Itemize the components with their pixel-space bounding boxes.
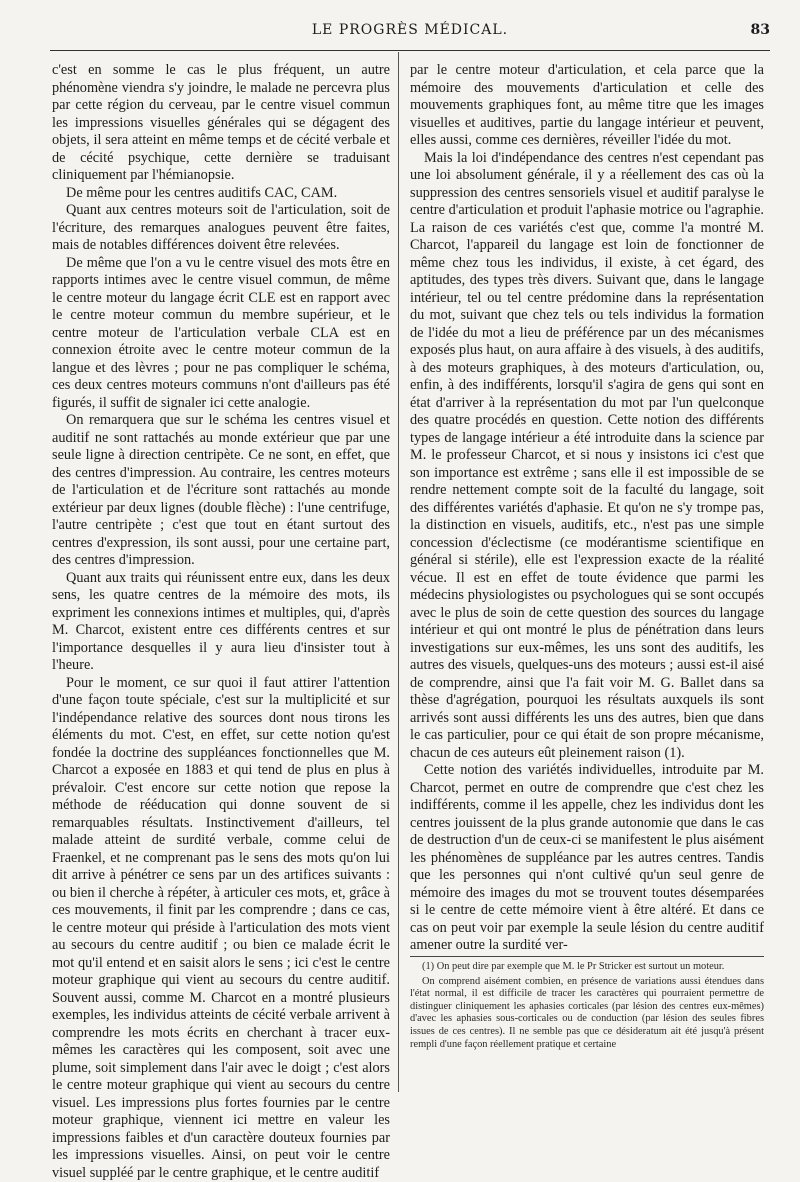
paragraph: c'est en somme le cas le plus fréquent, un autre phénomène viendra s'y joindre, le malade ne percevra plus par cette région du cerveau, par le centre visuel commun les impressions visuelles générales qui se dégagent des objets, il sera atteint en même temps et de cécité verbale et de cécité psychique, cette dernière se traduisant cliniquement par l'hémianopsie. bbox=[52, 62, 390, 185]
paragraph: par le centre moteur d'articulation, et cela parce que la mémoire des mouvements d'articulation et celle des mouvements graphiques font, au même titre que les images visuelles et auditives, partie du langage intérieur et peuvent, elles aussi, comme ces dernières, réveiller l'idée du mot. bbox=[410, 62, 764, 150]
paragraph: Cette notion des variétés individuelles, introduite par M. Charcot, permet en outre de comprendre que c'est chez les indifférents, comme il les appelle, chez les individus dont les centres jouissent de la plus grande autonomie que dans le cas de destruction d'un de ceux-ci se manifestent le plus aisément les phénomènes de suppléance par les autres centres. Tandis que les personnes qui n'ont cultivé qu'un seul genre de mémoire des images du mot se trouvent toutes désemparées si le centre de cette mémoire vient à être altéré. Et dans ce cas on peut voir par exemple la seule lésion du centre auditif amener outre la surdité ver- bbox=[410, 762, 764, 955]
right-column bbox=[410, 62, 764, 955]
paragraph: Mais la loi d'indépendance des centres n'est cependant pas une loi absolument générale, il y a réellement des cas où la suppression des centres sensoriels visuel et auditif paralyse le centre d'articulation et produit l'aphasie motrice ou l'agraphie. La raison de ces variétés c'est que, comme l'a montré M. Charcot, l'appareil du langage est loin de fonctionner de même chez tous les individus, il existe, à cet égard, des aptitudes, des types très divers. Suivant que, dans le langage intérieur, tel ou tel centre prédomine dans la représentation du mot, suivant que chez tels ou tels individus la formation de l'idée du mot a lieu de préférence par un des mécanismes exposés plus haut, on aura affaire à des visuels, à des auditifs, à des moteurs graphiques, à des moteurs d'articulation, ou, enfin, à des indifférents, lorsqu'il s'agira de gens qui sont en état d'arriver à la représentation du mot par l'un quelconque des quatre procédés en question. Cette notion des différents types de langage intérieur a été introduite dans la science par M. le professeur Charcot, et si nous y insistons ici c'est que son importance est extrême ; sans elle il est impossible de se rendre nettement compte soit de la faculté du langage, soit des différentes variétés d'aphasie. Et qu'on ne s'y trompe pas, la distinction en visuels, auditifs, etc., n'est pas une simple concession d'éclectisme (ce modérantisme scientifique en général si stérile), elle est l'expression exacte de la réalité vécue. Il est en effet de toute évidence que parmi les médecins physiologistes ou psychologues qui se sont occupés avec le plus de soin de cette question des sources du langage intérieur et qui ont montré le plus de pénétration dans leurs investigations sur eux-mêmes, les uns sont des auditifs, les autres des visuels, quelques-uns des moteurs ; aussi est-il aisé de comprendre, ainsi que l'a fait voir M. G. Ballet dans sa thèse d'agrégation, pourquoi les résultats auxquels ils sont arrivés sont aussi différents les uns des autres, bien que dans le cas particulier, pour ce qui était de son propre mécanisme, chacun de ces auteurs eût pleinement raison (1). bbox=[410, 150, 764, 763]
paragraph: Pour le moment, ce sur quoi il faut attirer l'attention d'une façon toute spéciale, c'est sur la multiplicité et sur l'indépendance relative des sources dont nous tirons les éléments du mot. C'est, en effet, sur cette notion qu'est fondée la doctrine des suppléances fonctionnelles que M. Charcot a exposée en 1883 et qui tend de plus en plus à prévaloir. C'est encore sur cette notion que repose la méthode de rééducation qui donne souvent de si remarquables résultats. Instinctivement d'ailleurs, tel malade atteint de surdité verbale, comme celui de Fraenkel, et ne comprenant pas le sens des mots qu'on lui dit arrive à pénétrer ce sens par un des artifices suivants : ou bien il cherche à répéter, à articuler ces mots, et, grâce à ces mouvements, il finit par les comprendre ; dans ce cas, le centre moteur qui préside à l'articulation des mots vient au secours du centre auditif ; ou bien ce malade écrit le mot qu'il entend et en saisit alors le sens ; ici c'est le centre moteur graphique qui vient au secours du centre auditif. Souvent aussi, comme M. Charcot en a montré plusieurs exemples, les individus atteints de cécité verbale arrivent à comprendre les mots écrits en cherchant à tracer eux-mêmes les caractères qui les composent, soit avec une plume, soit simplement dans l'air avec le doigt ; c'est alors le centre moteur graphique qui vient au secours du centre visuel. Les impressions plus fortes fournies par le centre moteur graphique, viennent ici mettre en valeur les impressions faibles et d'un caractère douteux fournies par les impressions visuelles. Ainsi, on peut voir le centre visuel suppléé par le centre graphique, et le centre auditif bbox=[52, 675, 390, 1182]
paragraph: De même pour les centres auditifs CAC, CAM. bbox=[52, 185, 390, 203]
paragraph: De même que l'on a vu le centre visuel des mots être en rapports intimes avec le centre visuel commun, de même le centre moteur du langage écrit CLE est en rapport avec le centre moteur commun du membre supérieur, et le centre moteur de l'articulation verbale CLA est en connexion étroite avec le centre moteur commun de la langue et des lèvres ; pour ne pas compliquer le schéma, ces deux centres moteurs communs n'ont d'ailleurs pas été figurés, il suffit de signaler ici cette analogie. bbox=[52, 255, 390, 413]
footnote: On comprend aisément combien, en présence de variations aussi étendues dans l'état normal, il est difficile de tracer les caractères qui pourraient permettre de distinguer cliniquement les aphasies corticales (par lésion des centres eux-mêmes) d'avec les aphasies sous-corticales ou de conduction (par lésion des seules fibres issues de ces centres). Il ne semble pas que ce désideratum ait été jusqu'à présent rempli d'une façon réellement pratique et certaine bbox=[410, 976, 764, 1052]
paragraph: Quant aux centres moteurs soit de l'articulation, soit de l'écriture, des remarques analogues peuvent être faites, mais de notables différences doivent être relevées. bbox=[52, 202, 390, 255]
paragraph: Quant aux traits qui réunissent entre eux, dans les deux sens, les quatre centres de la mémoire des mots, ils expriment les connexions intimes et multiples, qui, d'après M. Charcot, existent entre ces différents centres et sur l'importance desquelles il y aura lieu d'insister tout à l'heure. bbox=[52, 570, 390, 675]
header-rule bbox=[50, 50, 770, 51]
journal-title: LE PROGRÈS MÉDICAL. bbox=[50, 22, 770, 38]
column-divider bbox=[398, 52, 399, 1092]
running-head bbox=[50, 22, 770, 44]
footnotes bbox=[410, 956, 764, 1053]
page-number: 83 bbox=[751, 22, 770, 38]
left-column bbox=[52, 62, 390, 1182]
paragraph: On remarquera que sur le schéma les centres visuel et auditif ne sont rattachés au monde extérieur que par une seule ligne à direction centripète. Ce ne sont, en effet, que des centres d'impression. Au contraire, les centres moteurs de l'articulation et de l'écriture sont rattachés au monde extérieur par deux lignes (double flèche) : l'une centrifuge, l'autre centripète ; c'est que tout en étant surtout des centres d'expression, ils sont aussi, pour une certaine part, des centres d'impression. bbox=[52, 412, 390, 570]
footnote: (1) On peut dire par exemple que M. le Pr Stricker est surtout un moteur. bbox=[410, 961, 764, 974]
